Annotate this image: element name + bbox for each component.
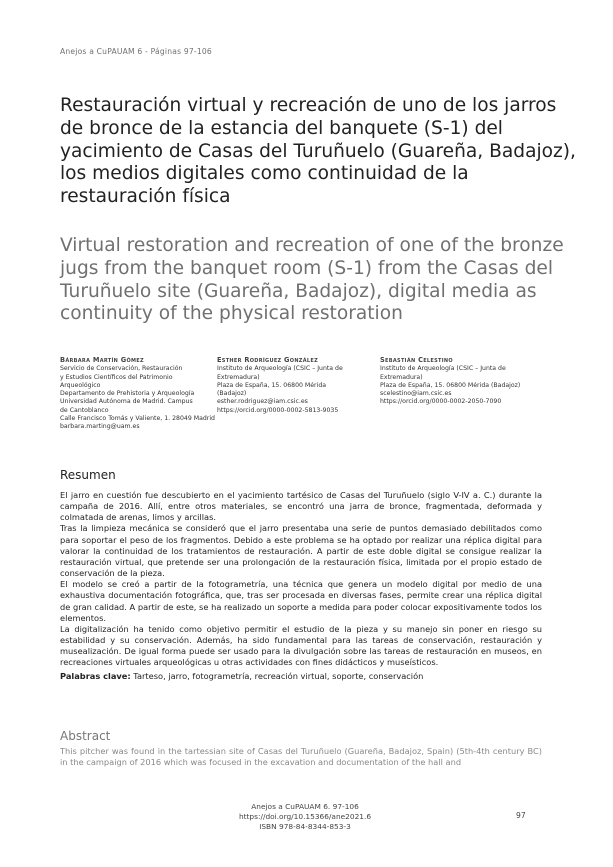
- author-affiliation-line: y Estudios Científicos del Patrimonio: [60, 373, 173, 381]
- author-orcid-link[interactable]: https://orcid.org/0000-0002-5813-9035: [217, 406, 339, 414]
- author-card: [60, 356, 220, 432]
- author-address: Plaza de España, 15. 06800 Mérida (Badajoz): [217, 381, 327, 398]
- author-affiliation-line: de Cantoblanco: [60, 406, 109, 414]
- keywords-label: Palabras clave:: [60, 670, 131, 681]
- running-head: Anejos a CuPAUAM 6 - Páginas 97-106: [60, 47, 212, 56]
- abstract-heading: Abstract: [60, 729, 111, 743]
- title-spanish: Restauración virtual y recreación de uno de los jarros de bronce de la estancia del banquete (S-1) del yacimiento de Casas del Turuñuelo (Guareña, Badajoz), los medios digitales como continuidad de la restauración física: [60, 95, 576, 208]
- title-english: Virtual restoration and recreation of one of the bronze jugs from the banquet room (S-1) from the Casas del Turuñuelo site (Guareña, Badajoz), digital media as continuity of the physical restoration: [60, 235, 564, 325]
- abstract-paragraph: This pitcher was found in the tartessian site of Casas del Turuñuelo (Guareña, Badajoz, Spain) (5th-4th century BC) in the campaign of 2016 which was focused in the excavation and documentation of the hall and: [60, 746, 542, 768]
- author-affiliation-line: Servicio de Conservación, Restauración: [60, 365, 183, 373]
- footer-journal: Anejos a CuPAUAM 6. 97-106: [251, 802, 359, 811]
- author-email[interactable]: scelestino@iam.csic.es: [380, 390, 452, 398]
- resumen-paragraph: El modelo se creó a partir de la fotogrametría, una técnica que genera un modelo digital por medio de una exhaustiva documentación fotográfica, que, tras ser procesada en diversas fases, permite crear una réplica digital de gran calidad. A partir de este, se ha realizado un soporte a medida para poder colocar expositivamente todos los elementos.: [60, 579, 542, 623]
- footer: [180, 802, 430, 832]
- author-name: Esther Rodríguez González: [217, 356, 319, 364]
- keywords: [60, 671, 542, 682]
- page-number: 97: [516, 811, 526, 820]
- author-address: Calle Francisco Tomás y Valiente, 1. 28049 Madrid: [60, 415, 215, 423]
- author-email[interactable]: barbara.marting@uam.es: [60, 423, 140, 431]
- author-card: [217, 356, 357, 415]
- footer-isbn: ISBN 978-84-8344-853-3: [259, 821, 351, 831]
- keywords-list: Tarteso, jarro, fotogrametría, recreación virtual, soporte, conservación: [133, 670, 424, 681]
- footer-doi-link[interactable]: https://doi.org/10.15366/ane2021.6: [238, 811, 372, 821]
- author-orcid-link[interactable]: https://orcid.org/0000-0002-2050-7090: [380, 398, 502, 406]
- author-name: Sebastián Celestino: [380, 356, 453, 364]
- author-address: Plaza de España, 15. 06800 Mérida (Badajoz): [380, 381, 521, 389]
- author-email[interactable]: esther.rodriguez@iam.csic.es: [217, 398, 308, 406]
- author-name: Bárbara Martín Gómez: [60, 356, 144, 364]
- resumen-body: [60, 490, 542, 682]
- resumen-paragraph: La digitalización ha tenido como objetivo permitir el estudio de la pieza y su manejo sin poner en riesgo su estabilidad y su conservación. Además, ha sido fundamental para las tareas de conservación, restauración y musealización. De igual forma puede ser usado para la divulgación sobre las tareas de restauración en museos, en recreaciones virtuales arqueológicas u otras actividades con fines didácticos y museísticos.: [60, 623, 542, 668]
- author-affiliation-line: Extremadura): [380, 373, 423, 381]
- author-affiliation-line: Departamento de Prehistoria y Arqueología: [60, 390, 195, 398]
- resumen-paragraph: Tras la limpieza mecánica se consideró que el jarro presentaba una serie de puntos demasiado debilitados como para soportar el peso de los fragmentos. Debido a este problema se ha optado por realizar una réplica digital para valorar la continuidad de los tratamientos de restauración. A partir de este doble digital se consigue realizar la restauración virtual, que pretende ser una prolongación de la restauración física, limitada por el propio estado de conservación de la pieza.: [60, 523, 542, 579]
- author-affiliation-line: Arqueológico: [60, 381, 101, 389]
- author-card: [380, 356, 530, 407]
- author-affiliation-line: Instituto de Arqueología (CSIC – Junta de: [380, 365, 506, 373]
- author-affiliation-line: Instituto de Arqueología (CSIC – Junta de: [217, 365, 343, 373]
- resumen-heading: Resumen: [60, 468, 116, 482]
- resumen-paragraph: El jarro en cuestión fue descubierto en el yacimiento tartésico de Casas del Turuñuelo (siglo V-IV a. C.) durante la campaña de 2016. Allí, entre otros materiales, se encontró una jarra de bronce, fragmentada, deformada y colmatada de arenas, limos y arcillas.: [60, 490, 542, 523]
- author-affiliation-line: Universidad Autónoma de Madrid. Campus: [60, 398, 193, 406]
- author-affiliation-line: Extremadura): [217, 373, 260, 381]
